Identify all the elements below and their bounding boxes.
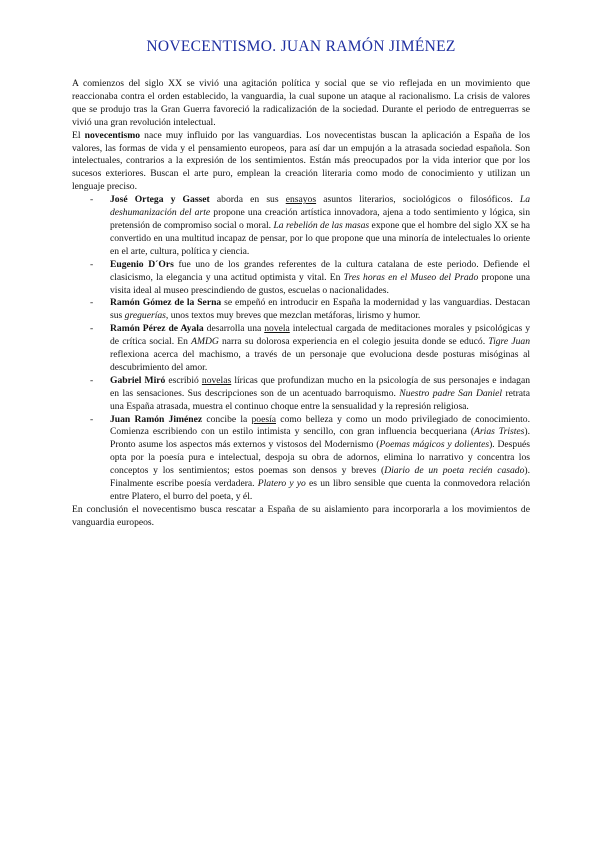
list-item-ortega: - José Ortega y Gasset aborda en sus ensayos asuntos literarios, sociológicos o filosóficos. La deshumanización del arte propone una creación artística innovadora, ajena a todo sentimiento y lógica, sin pretensión de compromiso social o moral. La rebelión de las masas expone que el hombre del siglo XX se ha convertido en una multitud incapaz de pensar, por lo que propone que una minoría de intelectuales lo oriente en el arte, cultura, política y ciencia. (90, 194, 530, 257)
list-item-miro: - Gabriel Miró escribió novelas líricas que profundizan mucho en la psicología de sus personajes e indagan en las sensaciones. Sus descripciones son de un acentuado barroquismo. Nuestro padre San Daniel retrata una España atrasada, muestra el continuo choque entre la sensualidad y la represión religiosa. (90, 374, 531, 412)
author-name: Juan Ramón Jiménez (110, 413, 203, 425)
authors-list (72, 194, 530, 504)
work-title: AMDG (191, 336, 219, 348)
work-title: La rebelión de las masas (273, 219, 370, 231)
author-name: Gabriel Miró (110, 374, 166, 386)
list-item-perez-de-ayala: - Ramón Pérez de Ayala desarrolla una novela intelectual cargada de meditaciones morales y psicológicas y de crítica social. En AMDG narra su dolorosa experiencia en el colegio jesuita donde se educó. Tigre Juan reflexiona acerca del machismo, a través de un personaje que evoluciona desde posturas misóginas al descubrimiento del amor. (90, 323, 530, 373)
page-title: NOVECENTISMO. JUAN RAMÓN JIMÉNEZ (146, 38, 456, 55)
author-name: José Ortega y Gasset (110, 194, 210, 206)
work-title: Tigre Juan (488, 336, 530, 348)
work-title: Tres horas en el Museo del Prado (343, 271, 479, 283)
author-name: Eugenio D´Ors (110, 258, 174, 270)
conclusion-paragraph: En conclusión el novecentismo busca rescatar a España de su aislamiento para incorporarla a los movimientos de vanguardia europeos. (72, 503, 530, 528)
work-title: Diario de un poeta recién casado (384, 465, 525, 477)
list-item-gomez-de-la-serna: - Ramón Gómez de la Serna se empeñó en introducir en España la modernidad y las vanguardias. Destacan sus greguerías, unos textos muy breves que mezclan metáforas, lirismo y humor. (90, 297, 530, 322)
author-name: Ramón Gómez de la Serna (110, 297, 222, 309)
novecentismo-paragraph: El novecentismo nace muy influido por las vanguardias. Los novecentistas buscan la aplicación a España de los valores, las formas de vida y el pensamiento europeos, para así dar un empujón a la atrasada sociedad española. Son intelectuales, contrarios a la expresión de los sentimientos. Están más preocupados por la vida interior que por los sucesos exteriores. Buscan el arte puro, emplean la creación literaria como modo de conocimiento y utilizan un lenguaje preciso. (72, 129, 530, 193)
work-title: Platero y yo (257, 478, 306, 490)
novecentismo-term: novecentismo (84, 129, 141, 141)
work-title: Arias Tristes (474, 426, 525, 438)
work-title: La deshumanización del arte (110, 194, 530, 219)
list-item-dors: - Eugenio D´Ors fue uno de los grandes referentes de la cultura catalana de este periodo. Defiende el clasicismo, la elegancia y una actitud optimista y vital. En Tres horas en el Museo del Prado propone una visita ideal al museo prescindiendo de gustos, escuelas o nacionalidades. (90, 258, 531, 296)
work-title: Poemas mágicos y dolientes (379, 439, 490, 451)
list-item-juan-ramon-jimenez: - Juan Ramón Jiménez concibe la poesía como belleza y como un modo privilegiado de conocimiento. Comienza escribiendo con un estilo intimista y sencillo, con gran influencia becqueriana (Arias Tristes). Pronto asume los aspectos más externos y vistosos del Modernismo (Poemas mágicos y dolientes). Después opta por la poesía pura e intelectual, despoja su obra de adornos, elimina lo narrativo y concentra los conceptos y los sentimientos; estos poemas son densos y breves (Diario de un poeta recién casado). Finalmente escribe poesía verdadera. Platero y yo es un libro sensible que cuenta la conmovedora relación entre Platero, el burro del poeta, y él. (90, 413, 530, 502)
author-name: Ramón Pérez de Ayala (110, 323, 204, 335)
work-title: Nuestro padre San Daniel (399, 387, 503, 399)
intro-paragraph: A comienzos del siglo XX se vivió una agitación política y social que se vio reflejada en un movimiento que reaccionaba contra el orden establecido, la vanguardia, la cual supone un ataque al racionalismo. La crisis de valores que se produjo tras la Gran Guerra favoreció la radicalización de la sociedad. Durante el periodo de entreguerras se vivió una gran revolución intelectual. (72, 78, 530, 128)
work-title: greguerías (124, 310, 166, 322)
